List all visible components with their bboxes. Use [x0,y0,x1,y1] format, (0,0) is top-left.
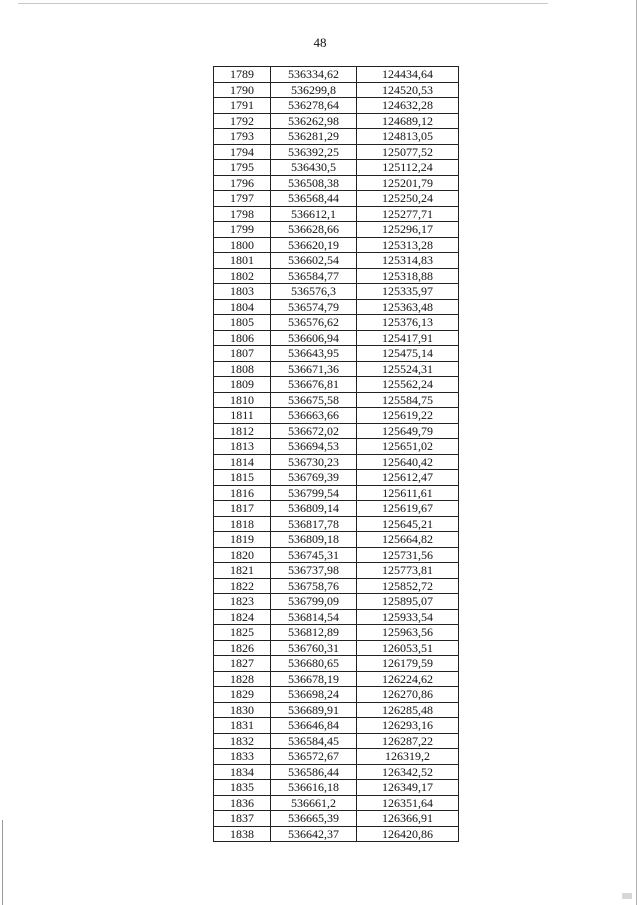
table-row [214,578,459,594]
x-coordinate-cell: 536809,18 [271,532,357,548]
table-row [214,625,459,641]
y-coordinate-cell: 125773,81 [357,563,459,579]
table-row [214,687,459,703]
x-coordinate-cell: 536672,02 [271,423,357,439]
table-row [214,485,459,501]
y-coordinate-cell: 124689,12 [357,113,459,129]
point-number-cell: 1807 [214,346,271,362]
x-coordinate-cell: 536678,19 [271,671,357,687]
y-coordinate-cell: 124813,05 [357,129,459,145]
table-row [214,206,459,222]
table-row [214,811,459,827]
x-coordinate-cell: 536643,95 [271,346,357,362]
y-coordinate-cell: 125640,42 [357,454,459,470]
y-coordinate-cell: 125314,83 [357,253,459,269]
y-coordinate-cell: 126270,86 [357,687,459,703]
scan-edge-right [636,0,637,905]
x-coordinate-cell: 536799,09 [271,594,357,610]
y-coordinate-cell: 125619,67 [357,501,459,517]
x-coordinate-cell: 536574,79 [271,299,357,315]
point-number-cell: 1794 [214,144,271,160]
y-coordinate-cell: 124632,28 [357,98,459,114]
table-row [214,299,459,315]
x-coordinate-cell: 536281,29 [271,129,357,145]
x-coordinate-cell: 536817,78 [271,516,357,532]
table-row [214,222,459,238]
point-number-cell: 1797 [214,191,271,207]
y-coordinate-cell: 125524,31 [357,361,459,377]
y-coordinate-cell: 125731,56 [357,547,459,563]
x-coordinate-cell: 536812,89 [271,625,357,641]
x-coordinate-cell: 536628,66 [271,222,357,238]
x-coordinate-cell: 536616,18 [271,780,357,796]
x-coordinate-cell: 536799,54 [271,485,357,501]
table-row [214,67,459,83]
point-number-cell: 1791 [214,98,271,114]
point-number-cell: 1789 [214,67,271,83]
point-number-cell: 1812 [214,423,271,439]
table-row [214,718,459,734]
y-coordinate-cell: 125612,47 [357,470,459,486]
y-coordinate-cell: 125112,24 [357,160,459,176]
point-number-cell: 1835 [214,780,271,796]
x-coordinate-cell: 536769,39 [271,470,357,486]
x-coordinate-cell: 536606,94 [271,330,357,346]
point-number-cell: 1793 [214,129,271,145]
x-coordinate-cell: 536584,45 [271,733,357,749]
table-row [214,315,459,331]
point-number-cell: 1815 [214,470,271,486]
x-coordinate-cell: 536642,37 [271,826,357,842]
y-coordinate-cell: 126366,91 [357,811,459,827]
table-row [214,191,459,207]
y-coordinate-cell: 125250,24 [357,191,459,207]
coordinates-table [213,66,459,842]
table-row [214,547,459,563]
point-number-cell: 1830 [214,702,271,718]
table-row [214,423,459,439]
table-row [214,346,459,362]
table-row [214,284,459,300]
point-number-cell: 1798 [214,206,271,222]
table-row [214,532,459,548]
point-number-cell: 1811 [214,408,271,424]
x-coordinate-cell: 536568,44 [271,191,357,207]
table-row [214,780,459,796]
y-coordinate-cell: 125664,82 [357,532,459,548]
point-number-cell: 1819 [214,532,271,548]
point-number-cell: 1824 [214,609,271,625]
table-row [214,98,459,114]
y-coordinate-cell: 125335,97 [357,284,459,300]
point-number-cell: 1813 [214,439,271,455]
point-number-cell: 1818 [214,516,271,532]
point-number-cell: 1832 [214,733,271,749]
table-row [214,501,459,517]
y-coordinate-cell: 125313,28 [357,237,459,253]
x-coordinate-cell: 536586,44 [271,764,357,780]
page-number: 48 [313,35,327,50]
table-row [214,733,459,749]
y-coordinate-cell: 125077,52 [357,144,459,160]
y-coordinate-cell: 124520,53 [357,82,459,98]
y-coordinate-cell: 124434,64 [357,67,459,83]
y-coordinate-cell: 125475,14 [357,346,459,362]
y-coordinate-cell: 126285,48 [357,702,459,718]
table-row [214,253,459,269]
table-row [214,237,459,253]
y-coordinate-cell: 125363,48 [357,299,459,315]
y-coordinate-cell: 125584,75 [357,392,459,408]
x-coordinate-cell: 536737,98 [271,563,357,579]
point-number-cell: 1817 [214,501,271,517]
x-coordinate-cell: 536299,8 [271,82,357,98]
point-number-cell: 1828 [214,671,271,687]
x-coordinate-cell: 536508,38 [271,175,357,191]
x-coordinate-cell: 536694,53 [271,439,357,455]
table-row [214,392,459,408]
table-row [214,113,459,129]
point-number-cell: 1804 [214,299,271,315]
x-coordinate-cell: 536334,62 [271,67,357,83]
table-row [214,563,459,579]
table-row [214,330,459,346]
point-number-cell: 1809 [214,377,271,393]
y-coordinate-cell: 125201,79 [357,175,459,191]
table-row [214,609,459,625]
point-number-cell: 1806 [214,330,271,346]
y-coordinate-cell: 125852,72 [357,578,459,594]
point-number-cell: 1834 [214,764,271,780]
point-number-cell: 1822 [214,578,271,594]
coordinates-table-body [214,67,459,842]
x-coordinate-cell: 536758,76 [271,578,357,594]
point-number-cell: 1810 [214,392,271,408]
x-coordinate-cell: 536392,25 [271,144,357,160]
table-row [214,656,459,672]
x-coordinate-cell: 536602,54 [271,253,357,269]
table-row [214,144,459,160]
x-coordinate-cell: 536430,5 [271,160,357,176]
x-coordinate-cell: 536698,24 [271,687,357,703]
x-coordinate-cell: 536620,19 [271,237,357,253]
x-coordinate-cell: 536665,39 [271,811,357,827]
table-row [214,82,459,98]
x-coordinate-cell: 536671,36 [271,361,357,377]
x-coordinate-cell: 536584,77 [271,268,357,284]
y-coordinate-cell: 126342,52 [357,764,459,780]
table-row [214,361,459,377]
table-row [214,129,459,145]
x-coordinate-cell: 536814,54 [271,609,357,625]
table-row [214,175,459,191]
point-number-cell: 1790 [214,82,271,98]
point-number-cell: 1831 [214,718,271,734]
x-coordinate-cell: 536675,58 [271,392,357,408]
x-coordinate-cell: 536760,31 [271,640,357,656]
x-coordinate-cell: 536730,23 [271,454,357,470]
point-number-cell: 1803 [214,284,271,300]
y-coordinate-cell: 126287,22 [357,733,459,749]
point-number-cell: 1814 [214,454,271,470]
point-number-cell: 1801 [214,253,271,269]
y-coordinate-cell: 126179,59 [357,656,459,672]
point-number-cell: 1836 [214,795,271,811]
table-row [214,470,459,486]
point-number-cell: 1821 [214,563,271,579]
point-number-cell: 1795 [214,160,271,176]
x-coordinate-cell: 536572,67 [271,749,357,765]
y-coordinate-cell: 126293,16 [357,718,459,734]
scan-edge-top [18,3,548,4]
y-coordinate-cell: 125963,56 [357,625,459,641]
y-coordinate-cell: 125417,91 [357,330,459,346]
point-number-cell: 1833 [214,749,271,765]
point-number-cell: 1796 [214,175,271,191]
table-row [214,702,459,718]
x-coordinate-cell: 536612,1 [271,206,357,222]
y-coordinate-cell: 125619,22 [357,408,459,424]
table-row [214,594,459,610]
y-coordinate-cell: 125933,54 [357,609,459,625]
y-coordinate-cell: 125296,17 [357,222,459,238]
table-row [214,439,459,455]
y-coordinate-cell: 126224,62 [357,671,459,687]
scan-edge-left [2,820,3,905]
y-coordinate-cell: 126351,64 [357,795,459,811]
x-coordinate-cell: 536661,2 [271,795,357,811]
point-number-cell: 1792 [214,113,271,129]
y-coordinate-cell: 126053,51 [357,640,459,656]
point-number-cell: 1838 [214,826,271,842]
x-coordinate-cell: 536745,31 [271,547,357,563]
scan-artifact [622,893,632,899]
x-coordinate-cell: 536576,62 [271,315,357,331]
y-coordinate-cell: 125651,02 [357,439,459,455]
x-coordinate-cell: 536262,98 [271,113,357,129]
point-number-cell: 1820 [214,547,271,563]
y-coordinate-cell: 125645,21 [357,516,459,532]
y-coordinate-cell: 125562,24 [357,377,459,393]
x-coordinate-cell: 536646,84 [271,718,357,734]
point-number-cell: 1799 [214,222,271,238]
y-coordinate-cell: 126319,2 [357,749,459,765]
y-coordinate-cell: 125649,79 [357,423,459,439]
x-coordinate-cell: 536809,14 [271,501,357,517]
x-coordinate-cell: 536680,65 [271,656,357,672]
point-number-cell: 1826 [214,640,271,656]
table-row [214,749,459,765]
point-number-cell: 1825 [214,625,271,641]
y-coordinate-cell: 125277,71 [357,206,459,222]
y-coordinate-cell: 126420,86 [357,826,459,842]
x-coordinate-cell: 536663,66 [271,408,357,424]
table-row [214,640,459,656]
table-row [214,516,459,532]
point-number-cell: 1805 [214,315,271,331]
y-coordinate-cell: 125895,07 [357,594,459,610]
point-number-cell: 1823 [214,594,271,610]
table-row [214,160,459,176]
y-coordinate-cell: 126349,17 [357,780,459,796]
table-row [214,764,459,780]
point-number-cell: 1829 [214,687,271,703]
point-number-cell: 1808 [214,361,271,377]
table-row [214,268,459,284]
x-coordinate-cell: 536689,91 [271,702,357,718]
table-row [214,671,459,687]
y-coordinate-cell: 125611,61 [357,485,459,501]
point-number-cell: 1816 [214,485,271,501]
x-coordinate-cell: 536576,3 [271,284,357,300]
x-coordinate-cell: 536278,64 [271,98,357,114]
table-row [214,377,459,393]
point-number-cell: 1800 [214,237,271,253]
table-row [214,826,459,842]
y-coordinate-cell: 125318,88 [357,268,459,284]
point-number-cell: 1802 [214,268,271,284]
table-row [214,408,459,424]
y-coordinate-cell: 125376,13 [357,315,459,331]
point-number-cell: 1827 [214,656,271,672]
table-row [214,454,459,470]
point-number-cell: 1837 [214,811,271,827]
table-row [214,795,459,811]
x-coordinate-cell: 536676,81 [271,377,357,393]
